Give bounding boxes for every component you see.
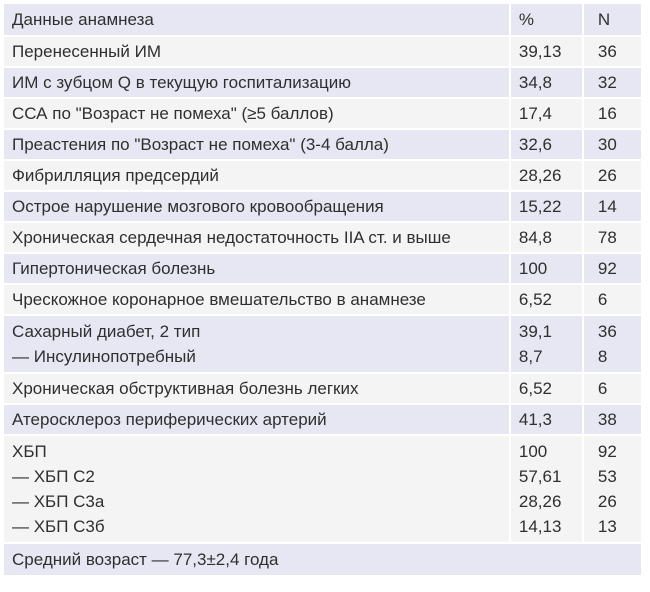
table-row [3, 404, 642, 435]
row-n: 16 [583, 98, 642, 129]
table-row [3, 284, 642, 315]
row-subpercent: 8,7 [518, 347, 543, 366]
row-label: Атеросклероз периферических артерий [3, 404, 510, 435]
row-percent: 28,26 [510, 160, 583, 191]
row-percent: 39,13 [510, 36, 583, 67]
footer-average-age: Средний возраст — 77,3±2,4 года [3, 543, 642, 576]
row-n: 92 [597, 442, 617, 461]
row-percent: 39,1 [518, 322, 552, 341]
row-label: Преастения по "Возраст не помеха" (3-4 балла) [3, 129, 510, 160]
row-percent: 34,8 [510, 67, 583, 98]
row-n: 78 [583, 222, 642, 253]
row-n: 6 [583, 373, 642, 404]
row-n: 26 [583, 160, 642, 191]
table-row [3, 222, 642, 253]
row-percent-group [510, 315, 583, 373]
row-sublabel: — ХБП С3а [12, 492, 105, 511]
row-percent: 32,6 [510, 129, 583, 160]
row-label: Хроническая сердечная недостаточность IIA ст. и выше [3, 222, 510, 253]
row-subpercent: 14,13 [518, 517, 562, 536]
row-subn: 53 [597, 467, 617, 486]
row-n-group [583, 315, 642, 373]
table-row [3, 253, 642, 284]
table-row [3, 129, 642, 160]
row-n: 36 [583, 36, 642, 67]
row-label: Хроническая обструктивная болезнь легких [3, 373, 510, 404]
row-label: ХБП [12, 442, 47, 461]
row-n: 30 [583, 129, 642, 160]
row-sublabel: — Инсулинопотребный [12, 347, 196, 366]
table-row [3, 67, 642, 98]
table-row [3, 191, 642, 222]
row-percent: 100 [510, 253, 583, 284]
table-row [3, 36, 642, 67]
table-footer-row [3, 543, 642, 576]
row-subn: 26 [597, 492, 617, 511]
row-subpercent: 57,61 [518, 467, 562, 486]
row-subn: 8 [597, 347, 608, 366]
row-percent: 17,4 [510, 98, 583, 129]
row-percent: 6,52 [510, 284, 583, 315]
row-n: 92 [583, 253, 642, 284]
header-data: Данные анамнеза [3, 3, 510, 36]
row-n: 32 [583, 67, 642, 98]
row-label: Гипертоническая болезнь [3, 253, 510, 284]
table-row-ckd [3, 435, 642, 543]
row-percent: 41,3 [510, 404, 583, 435]
row-label-group [3, 315, 510, 373]
anamnesis-table [2, 2, 643, 577]
table-row [3, 160, 642, 191]
row-percent: 84,8 [510, 222, 583, 253]
row-label: Острое нарушение мозгового кровообращения [3, 191, 510, 222]
row-sublabel: — ХБП С2 [12, 467, 95, 486]
header-n: N [583, 3, 642, 36]
table-row [3, 98, 642, 129]
row-label: ССА по "Возраст не помеха" (≥5 баллов) [3, 98, 510, 129]
row-n: 6 [583, 284, 642, 315]
row-label: Фибрилляция предсердий [3, 160, 510, 191]
row-percent: 6,52 [510, 373, 583, 404]
row-label: Чрескожное коронарное вмешательство в анамнезе [3, 284, 510, 315]
table-row-diabetes [3, 315, 642, 373]
row-label-group [3, 435, 510, 543]
row-percent-group [510, 435, 583, 543]
row-n: 38 [583, 404, 642, 435]
row-label: Сахарный диабет, 2 тип [12, 322, 201, 341]
row-subpercent: 28,26 [518, 492, 562, 511]
row-n: 36 [597, 322, 617, 341]
table-header-row [3, 3, 642, 36]
row-n: 14 [583, 191, 642, 222]
row-percent: 15,22 [510, 191, 583, 222]
header-percent: % [510, 3, 583, 36]
row-label: Перенесенный ИМ [3, 36, 510, 67]
row-percent: 100 [518, 442, 548, 461]
row-subn: 13 [597, 517, 617, 536]
table-row [3, 373, 642, 404]
row-sublabel: — ХБП С3б [12, 517, 105, 536]
row-n-group [583, 435, 642, 543]
row-label: ИМ с зубцом Q в текущую госпитализацию [3, 67, 510, 98]
